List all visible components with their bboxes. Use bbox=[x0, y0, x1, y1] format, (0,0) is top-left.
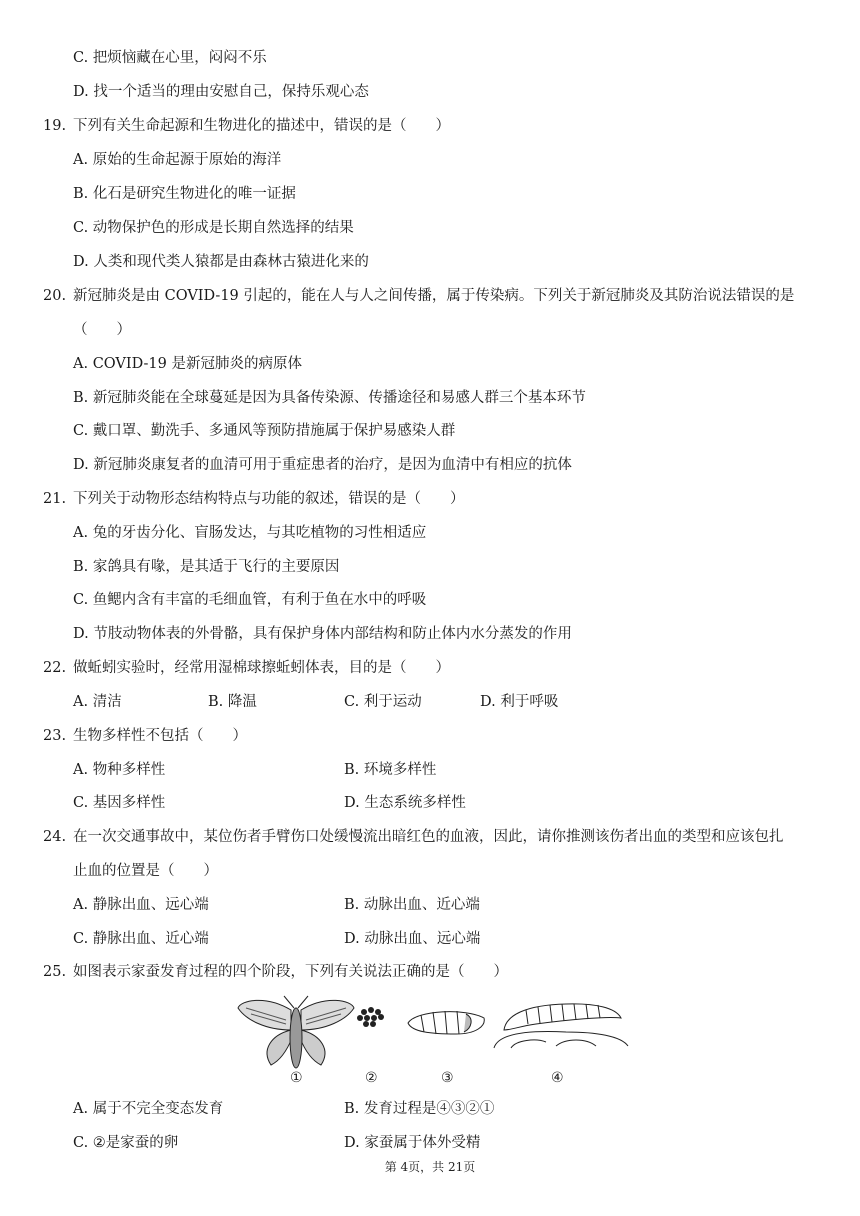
pupa-illustration bbox=[408, 1011, 484, 1034]
q21-option-d: D. 节肢动物体表的外骨骼，具有保护身体内部结构和防止体内水分蒸发的作用 bbox=[73, 626, 572, 642]
q24-number: 24. bbox=[43, 829, 67, 845]
q18-option-d: D. 找一个适当的理由安慰自己，保持乐观心态 bbox=[73, 84, 369, 100]
figure-label-4: ④ bbox=[551, 1070, 564, 1086]
q18-option-c: C. 把烦恼藏在心里，闷闷不乐 bbox=[73, 50, 267, 66]
q24-option-b: B. 动脉出血、近心端 bbox=[344, 897, 480, 913]
silkworm-life-cycle-figure bbox=[236, 990, 630, 1090]
q21-stem: 下列关于动物形态结构特点与功能的叙述，错误的是（ ） bbox=[73, 491, 465, 507]
figure-label-1: ① bbox=[290, 1070, 303, 1086]
q20-number: 20. bbox=[43, 288, 67, 304]
q21-option-a: A. 兔的牙齿分化、盲肠发达，与其吃植物的习性相适应 bbox=[73, 525, 427, 541]
q22-stem: 做蚯蚓实验时，经常用湿棉球擦蚯蚓体表，目的是（ ） bbox=[73, 660, 450, 676]
q21-option-b: B. 家鸽具有喙，是其适于飞行的主要原因 bbox=[73, 559, 340, 575]
q24-option-a: A. 静脉出血、远心端 bbox=[73, 897, 209, 913]
q19-option-d: D. 人类和现代类人猿都是由森林古猿进化来的 bbox=[73, 254, 369, 270]
q21-number: 21. bbox=[43, 491, 67, 507]
q19-option-a: A. 原始的生命起源于原始的海洋 bbox=[73, 152, 282, 168]
q20-option-d: D. 新冠肺炎康复者的血清可用于重症患者的治疗，是因为血清中有相应的抗体 bbox=[73, 457, 572, 473]
q25-option-a: A. 属于不完全变态发育 bbox=[73, 1101, 224, 1117]
q23-option-a: A. 物种多样性 bbox=[73, 762, 166, 778]
q24-option-c: C. 静脉出血、近心端 bbox=[73, 931, 209, 947]
q23-option-b: B. 环境多样性 bbox=[344, 762, 437, 778]
moth-illustration bbox=[238, 996, 354, 1068]
q22-option-a: A. 清洁 bbox=[73, 694, 122, 710]
larva-illustration bbox=[494, 1004, 628, 1048]
page-footer: 第 4页，共 21页 bbox=[384, 1160, 476, 1174]
q25-number: 25. bbox=[43, 964, 67, 980]
q20-option-c: C. 戴口罩、勤洗手、多通风等预防措施属于保护易感染人群 bbox=[73, 423, 456, 439]
q25-option-b: B. 发育过程是④③②① bbox=[344, 1101, 495, 1117]
q22-option-c: C. 利于运动 bbox=[344, 694, 422, 710]
q23-option-d: D. 生态系统多样性 bbox=[344, 795, 466, 811]
q19-number: 19. bbox=[43, 118, 67, 134]
q23-stem: 生物多样性不包括（ ） bbox=[73, 728, 247, 744]
q24-stem: 在一次交通事故中，某位伤者手臂伤口处缓慢流出暗红色的血液，因此，请你推测该伤者出血的类型和应该包扎 bbox=[73, 829, 784, 845]
q20-stem-continued: （ ） bbox=[73, 322, 131, 338]
q20-option-a: A. COVID-19 是新冠肺炎的病原体 bbox=[73, 356, 302, 372]
figure-label-3: ③ bbox=[441, 1070, 454, 1086]
q24-option-d: D. 动脉出血、远心端 bbox=[344, 931, 481, 947]
q19-option-c: C. 动物保护色的形成是长期自然选择的结果 bbox=[73, 220, 354, 236]
q25-option-d: D. 家蚕属于体外受精 bbox=[344, 1135, 481, 1151]
q25-option-c: C. ②是家蚕的卵 bbox=[73, 1135, 179, 1151]
q20-option-b: B. 新冠肺炎能在全球蔓延是因为具备传染源、传播途径和易感人群三个基本环节 bbox=[73, 390, 586, 406]
q24-stem-continued: 止血的位置是（ ） bbox=[73, 863, 218, 879]
eggs-illustration bbox=[357, 1007, 384, 1027]
figure-label-2: ② bbox=[365, 1070, 378, 1086]
q22-option-d: D. 利于呼吸 bbox=[480, 694, 559, 710]
q23-option-c: C. 基因多样性 bbox=[73, 795, 166, 811]
silkworm-stages-illustration bbox=[236, 990, 630, 1090]
q25-stem: 如图表示家蚕发育过程的四个阶段，下列有关说法正确的是（ ） bbox=[73, 964, 508, 980]
q22-number: 22. bbox=[43, 660, 67, 676]
q22-option-b: B. 降温 bbox=[208, 694, 257, 710]
q20-stem: 新冠肺炎是由 COVID-19 引起的，能在人与人之间传播，属于传染病。下列关于新冠肺炎及其防治说法错误的是 bbox=[73, 288, 795, 304]
q19-stem: 下列有关生命起源和生物进化的描述中，错误的是（ ） bbox=[73, 118, 450, 134]
q19-option-b: B. 化石是研究生物进化的唯一证据 bbox=[73, 186, 296, 202]
q23-number: 23. bbox=[43, 728, 67, 744]
q21-option-c: C. 鱼鳃内含有丰富的毛细血管，有利于鱼在水中的呼吸 bbox=[73, 592, 427, 608]
